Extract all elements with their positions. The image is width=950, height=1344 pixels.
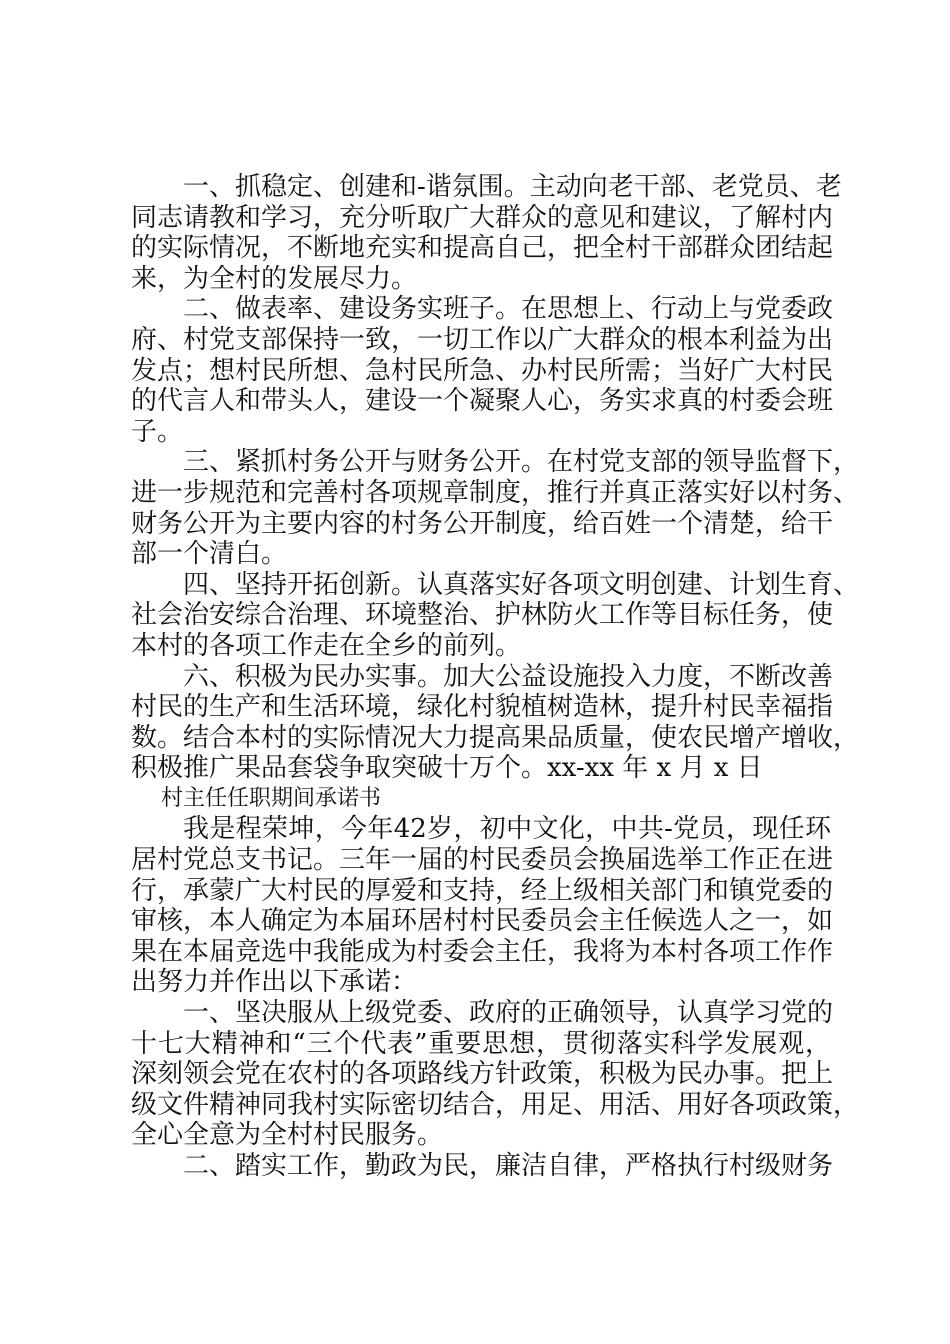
text-line: 数。结合本村的实际情况大力提高果品质量，使农民增产增收， (131, 722, 860, 753)
text-line: 本村的各项工作走在全乡的前列。 (131, 630, 522, 661)
text-line: 的实际情况，不断地充实和提高自己，把全村干部群众团结起 (131, 233, 834, 264)
text-line: 的代言人和带头人，建设一个凝聚人心，务实求真的村委会班 (131, 386, 834, 417)
text-line: 部一个清白。 (131, 539, 288, 570)
text-line: 三、紧抓村务公开与财务公开。在村党支部的领导监督下， (183, 447, 860, 478)
text-line: 同志请教和学习，充分听取广大群众的意见和建议，了解村内 (131, 202, 834, 233)
document-body (131, 172, 860, 1182)
text-line: 全心全意为全村村民服务。 (131, 1120, 444, 1151)
text-line: 出努力并作出以下承诺： (131, 967, 418, 998)
text-line: 果在本届竞选中我能成为村委会主任，我将为本村各项工作作 (131, 936, 834, 967)
text-line: 行，承蒙广大村民的厚爱和支持，经上级相关部门和镇党委的 (131, 875, 834, 906)
text-line: 积极推广果品套袋争取突破十万个。xx-xx 年 x 月 x 日 (131, 753, 763, 784)
text-line: 进一步规范和完善村各项规章制度，推行并真正落实好以村务、 (131, 477, 860, 508)
text-line: 我是程荣坤，今年42岁，初中文化，中共-党员，现任环 (183, 814, 831, 845)
text-line: 居村党总支书记。三年一届的村民委员会换届选举工作正在进 (131, 845, 834, 876)
text-line: 社会治安综合治理、环境整治、护林防火工作等目标任务，使 (131, 600, 834, 631)
text-line: 一、抓稳定、创建和-谐氛围。主动向老干部、老党员、老 (183, 172, 842, 202)
text-line: 审核，本人确定为本届环居村村民委员会主任候选人之一，如 (131, 906, 834, 937)
text-line: 四、坚持开拓创新。认真落实好各项文明创建、计划生育、 (183, 569, 860, 600)
text-line: 六、积极为民办实事。加大公益设施投入力度，不断改善 (183, 661, 834, 692)
text-line: 村民的生产和生活环境，绿化村貌植树造林，提升村民幸福指 (131, 692, 834, 723)
text-line: 十七大精神和“三个代表”重要思想，贯彻落实科学发展观， (131, 1028, 831, 1059)
text-line: 府、村党支部保持一致，一切工作以广大群众的根本利益为出 (131, 324, 834, 355)
document-subtitle: 村主任任职期间承诺书 (161, 785, 382, 811)
text-line: 二、踏实工作，勤政为民，廉洁自律，严格执行村级财务 (183, 1151, 834, 1181)
text-line: 级文件精神同我村实际密切结合，用足、用活、用好各项政策， (131, 1089, 860, 1120)
text-line: 子。 (131, 416, 184, 447)
text-line: 二、做表率、建设务实班子。在思想上、行动上与党委政 (183, 294, 834, 325)
text-line: 发点；想村民所想、急村民所急、办村民所需；当好广大村民 (131, 355, 834, 386)
text-line: 一、坚决服从上级党委、政府的正确领导，认真学习党的 (183, 998, 834, 1029)
text-line: 财务公开为主要内容的村务公开制度，给百姓一个清楚，给干 (131, 508, 834, 539)
text-line: 来，为全村的发展尽力。 (131, 263, 418, 294)
text-line: 深刻领会党在农村的各项路线方针政策，积极为民办事。把上 (131, 1059, 834, 1090)
